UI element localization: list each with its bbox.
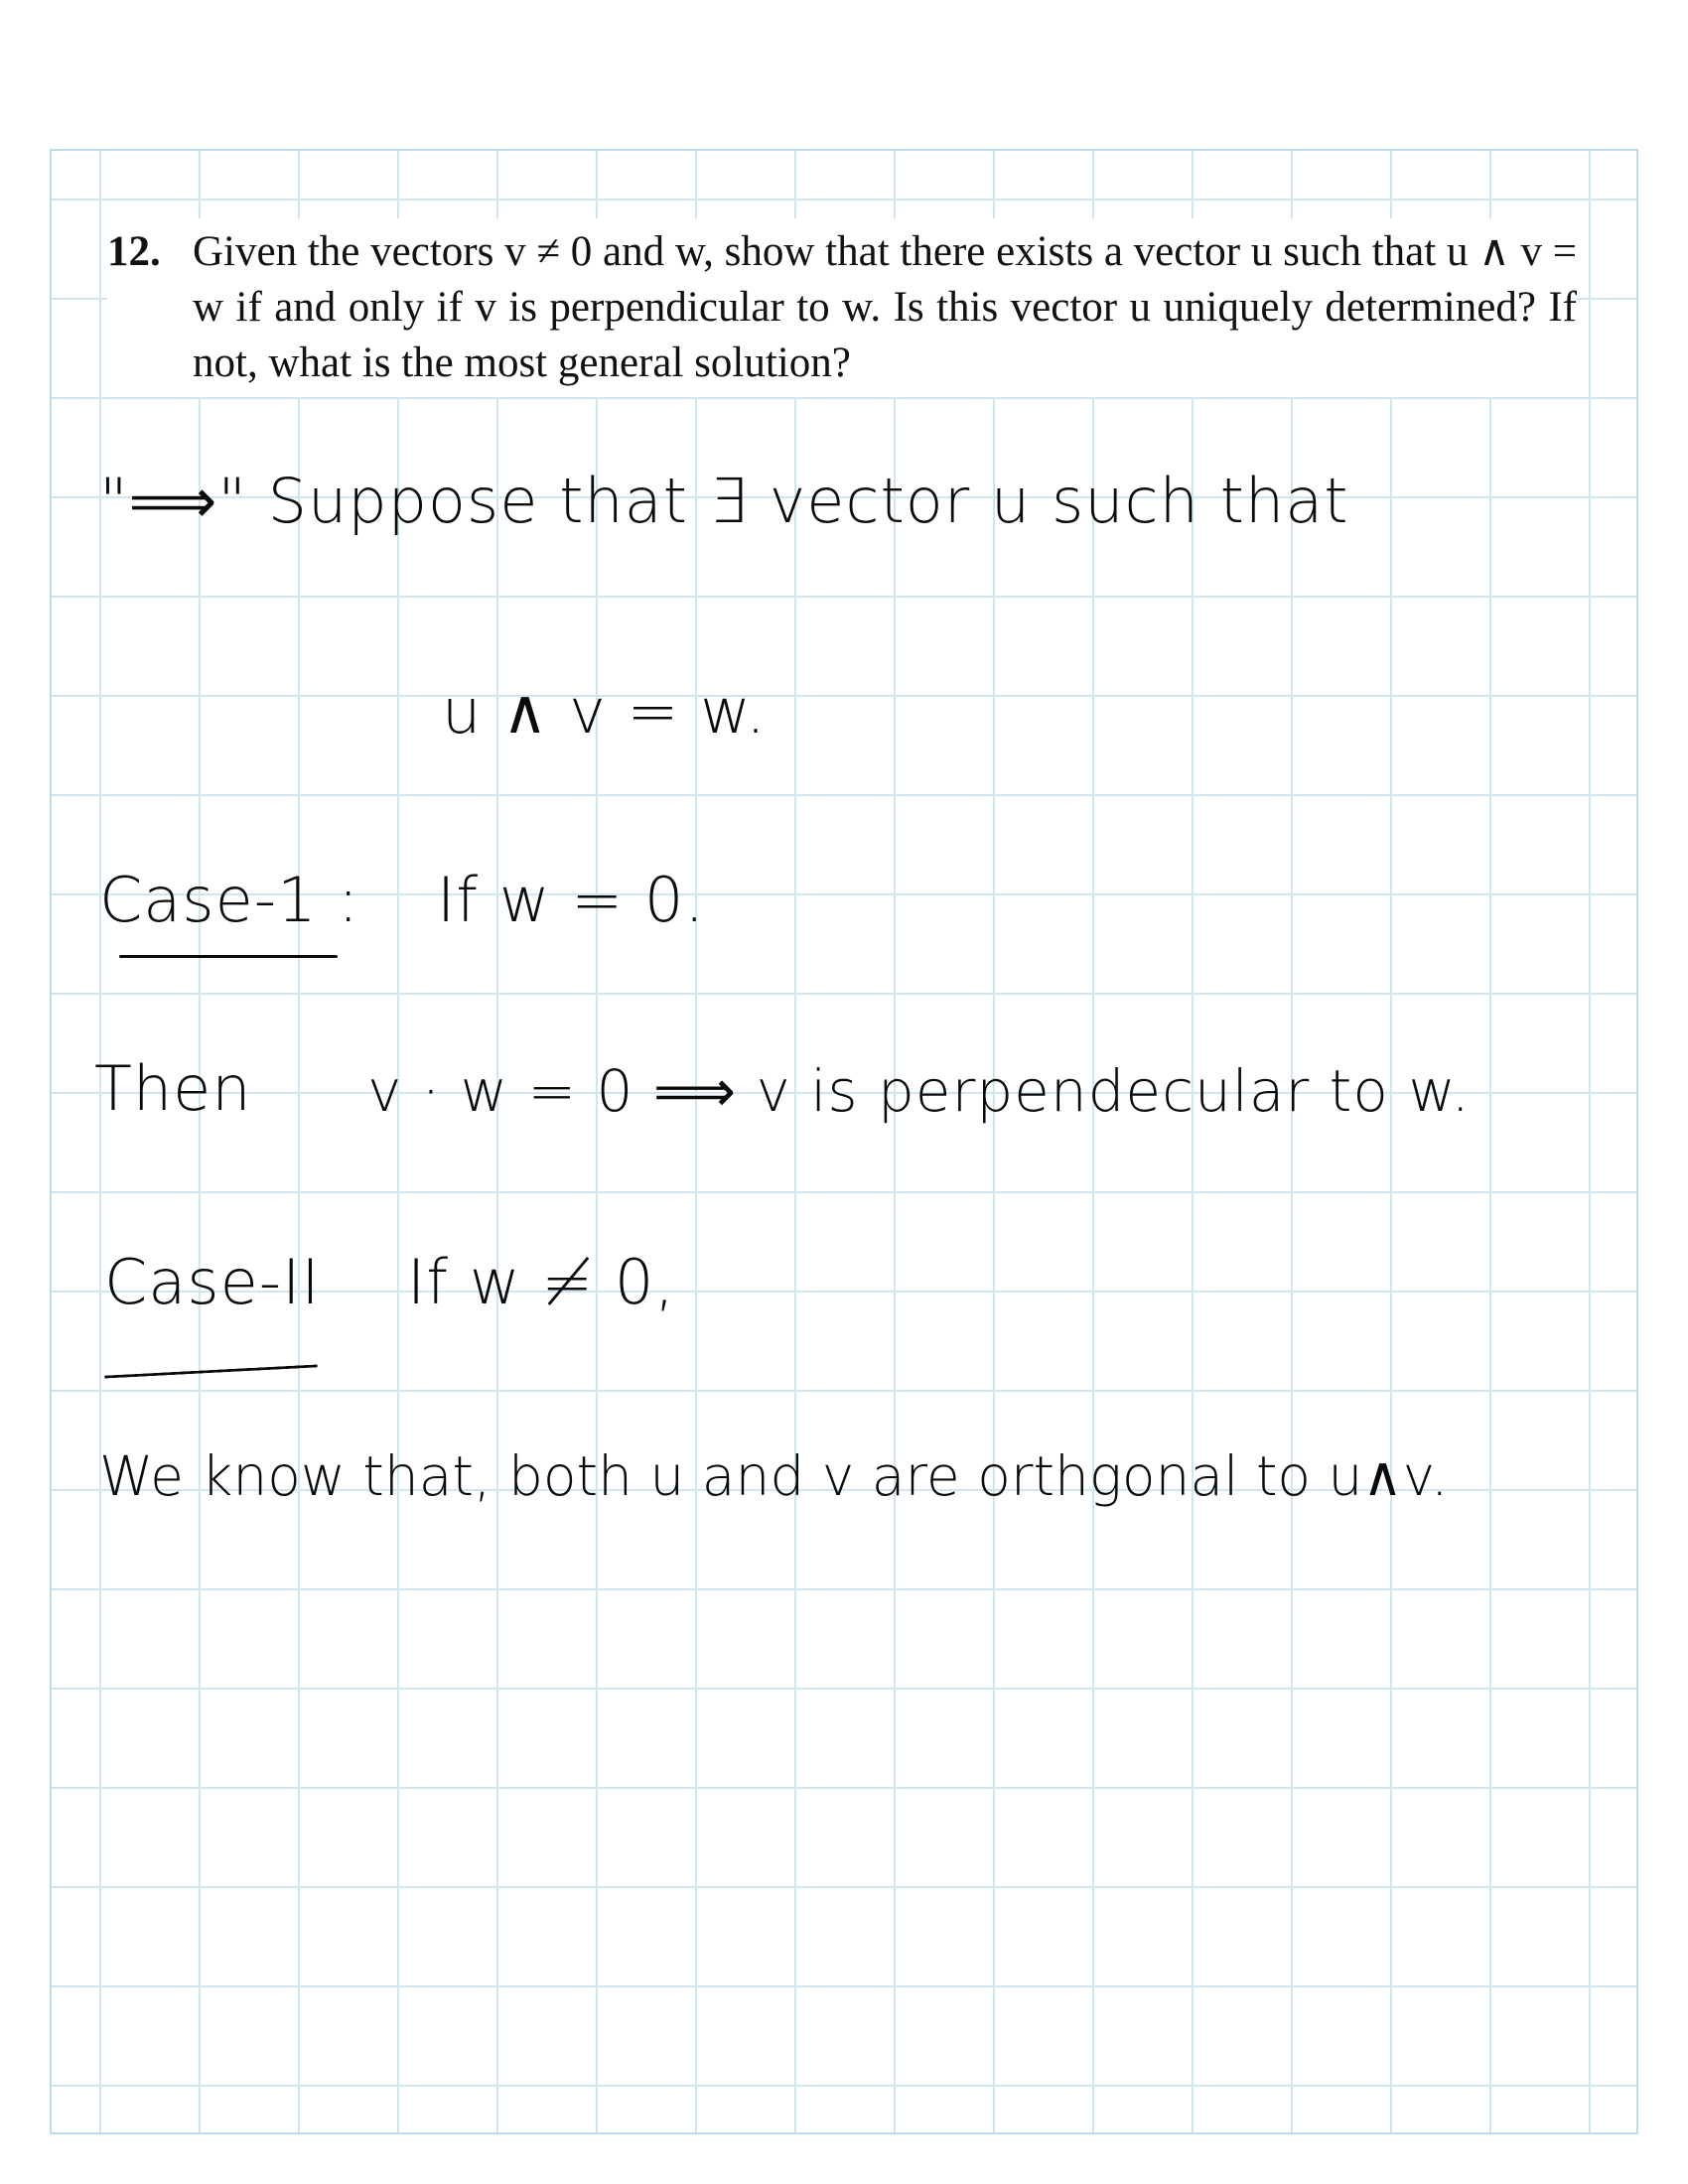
grid-paper bbox=[50, 149, 1638, 2134]
problem-text: Given the vectors v ≠ 0 and w, show that there exists a vector u such that u ∧ v = w if and only if v is perpendicular to w. Is this vector u uniquely determined? If not, what is the most general solution? bbox=[193, 228, 1577, 386]
case-2-condition: If w ≠ 0, bbox=[407, 1246, 676, 1318]
handwritten-equation: u ∧ v = w. bbox=[442, 675, 767, 748]
case-1-label: Case-1 : bbox=[99, 864, 360, 936]
we-know-line: We know that, both u and v are orthgonal to u∧v. bbox=[99, 1444, 1449, 1508]
then-word: Then bbox=[94, 1052, 252, 1125]
handwritten-implication-line: "⟹" Suppose that ∃ vector u such that bbox=[99, 465, 1349, 537]
case-1-condition: If w = 0. bbox=[437, 864, 706, 936]
problem-number: 12. bbox=[107, 228, 161, 275]
problem-statement bbox=[107, 218, 1577, 397]
case-2-label: Case-II bbox=[104, 1246, 321, 1318]
then-statement: v · w = 0 ⟹ v is perpendecular to w. bbox=[367, 1057, 1471, 1125]
case-1-underline bbox=[119, 955, 338, 958]
